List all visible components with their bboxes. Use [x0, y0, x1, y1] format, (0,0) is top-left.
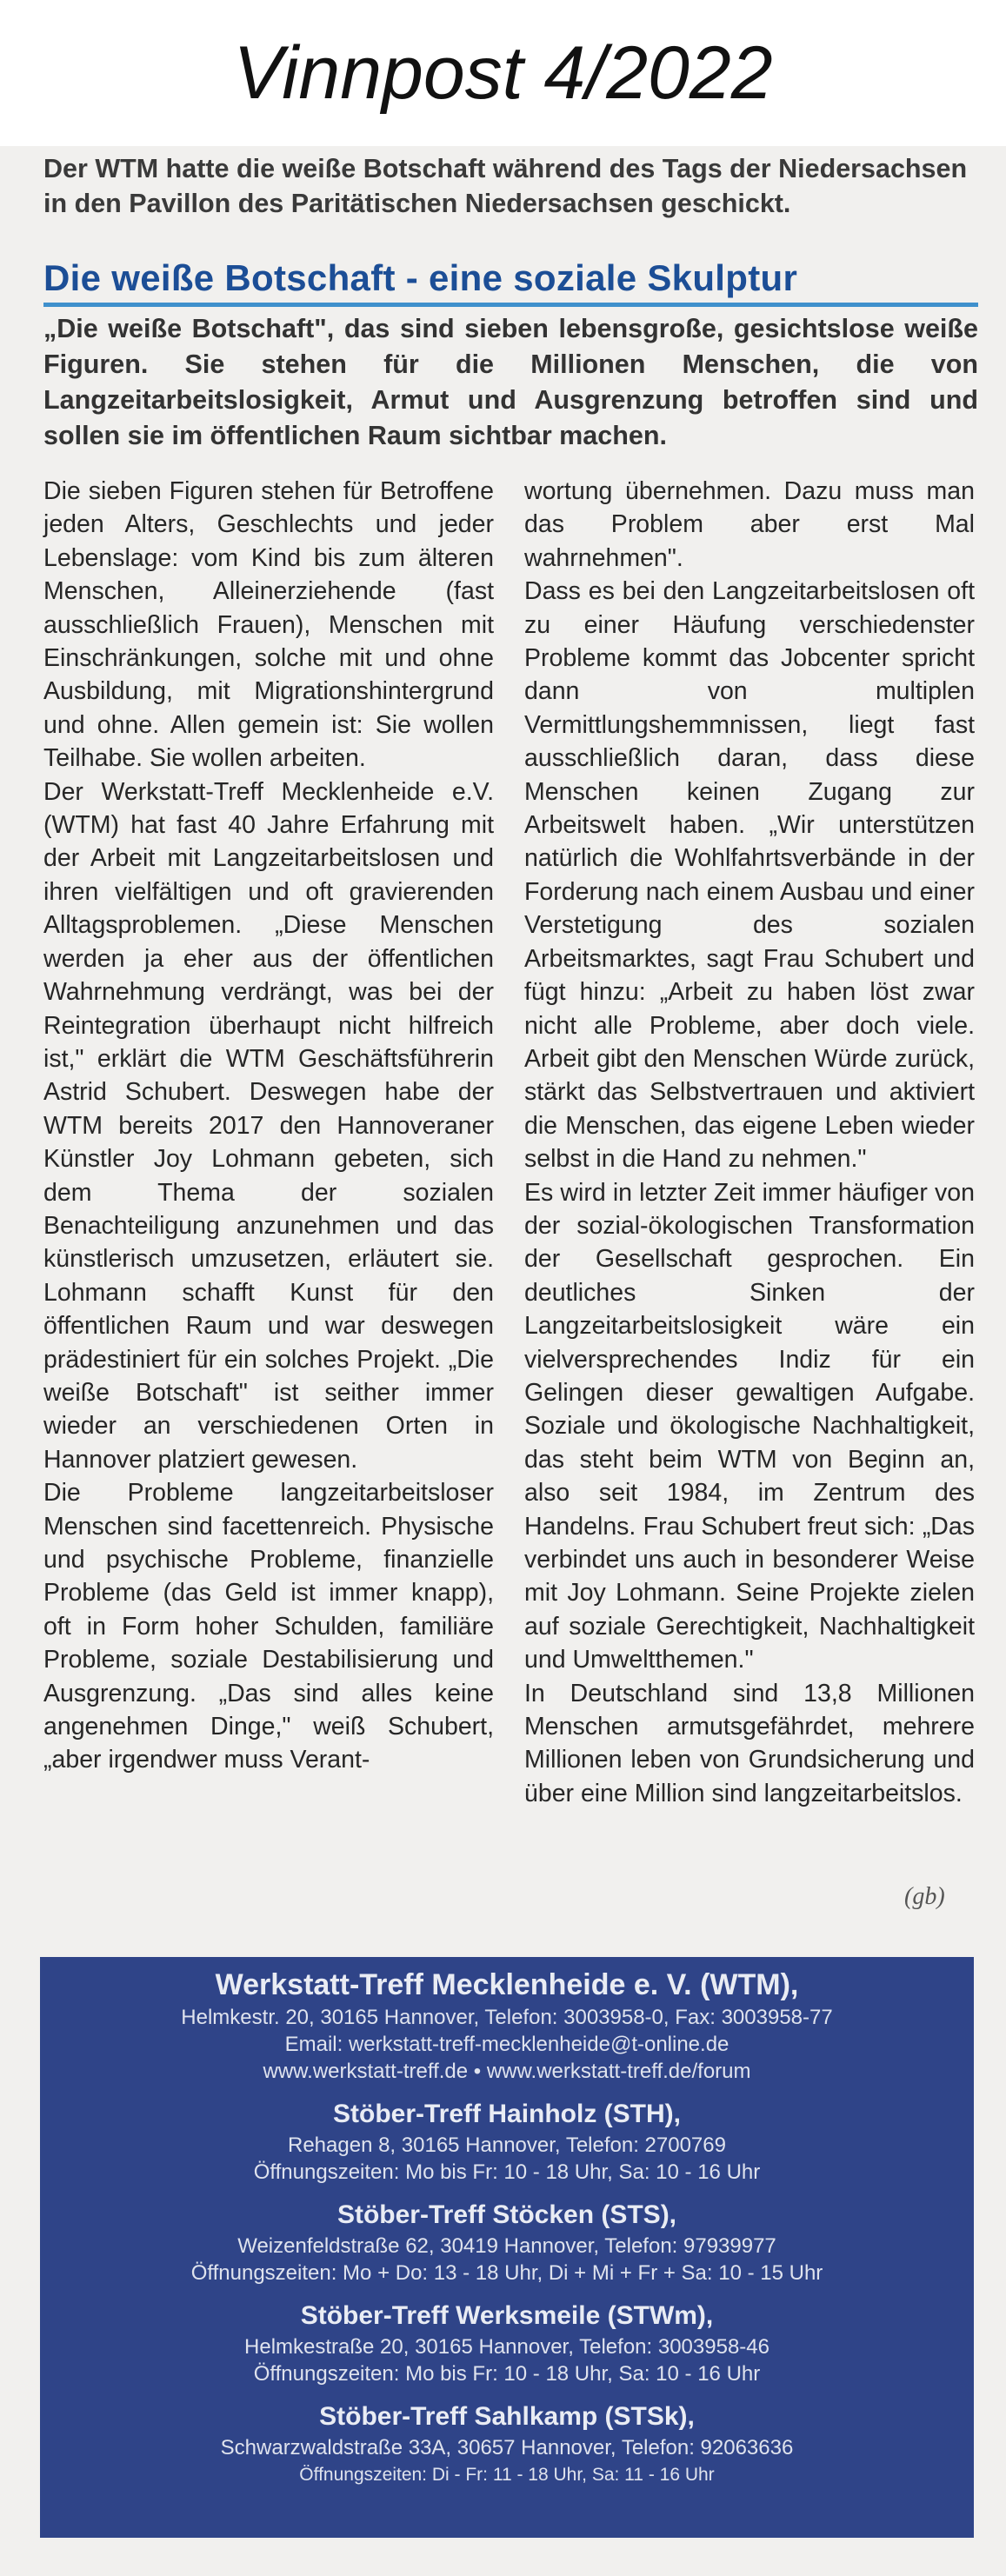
author-signature: (gb)	[904, 1883, 945, 1910]
org-name: Werkstatt-Treff Mecklenheide e. V. (WTM),	[215, 1968, 799, 2001]
branch-name: Stöber-Treff Stöcken (STS),	[336, 2200, 677, 2229]
branch-address: Rehagen 8, 30165 Hannover, Telefon: 2700769	[288, 2133, 726, 2157]
branch-hours: Öffnungszeiten: Mo + Do: 13 - 18 Uhr, Di + Mi + Fr + Sa: 10 - 15 Uhr	[190, 2261, 823, 2285]
branch-address: Helmkestraße 20, 30165 Hannover, Telefon: 3003958-46	[244, 2335, 769, 2359]
org-address: Helmkestr. 20, 30165 Hannover, Telefon: 3003958-0, Fax: 3003958-77	[181, 2006, 833, 2029]
contact-box	[40, 1957, 974, 2538]
article-headline: Die weiße Botschaft - eine soziale Skulptur	[43, 257, 798, 298]
article-clipping	[0, 146, 1006, 2576]
intro-text: Der WTM hatte die weiße Botschaft während des Tags der Niedersachsen in den Pavillon des Paritätischen Niedersachsen geschickt.	[43, 154, 968, 218]
article-paragraph: Der Werkstatt-Treff Mecklenheide e.V. (WTM) hat fast 40 Jahre Erfahrung mit der Arbeit mit Langzeitarbeitslosen und ihren vielfältigen und oft gravierenden Alltagsproblemen. „Diese Menschen werden ja eher aus der öffentlichen Wahrnehmung verdrängt, was bei der Reintegration überhaupt nicht hilfreich ist," erklärt die WTM Geschäftsführerin Astrid Schubert. Deswegen habe der WTM bereits 2017 den Hannoveraner Künstler Joy Lohmann gebeten, sich dem Thema der sozialen Benachteiligung anzunehmen und das künstlerisch umzusetzen, erläutert sie. Lohmann schafft Kunst für den öffentlichen Raum und war deswegen prädestiniert für ein solches Projekt. „Die weiße Botschaft" ist seither immer wieder an verschiedenen Orten in Hannover platziert gewesen.	[43, 777, 494, 1474]
masthead	[0, 0, 1006, 146]
branch-name: Stöber-Treff Hainholz (STH),	[333, 2100, 681, 2128]
article-paragraph: Die Probleme langzeitarbeitsloser Menschen sind facettenreich. Physische und psychische Probleme, finanzielle Probleme (das Geld ist immer knapp), oft in Form hoher Schulden, familiäre Probleme, soziale Destabilisierung und Ausgrenzung. „Das sind alles keine angenehmen Dinge," weiß Schubert, „aber irgendwer muss Verant-	[43, 1479, 494, 1774]
branch-name: Stöber-Treff Werksmeile (STWm),	[300, 2301, 714, 2330]
branch-hours: Öffnungszeiten: Di - Fr: 11 - 18 Uhr, Sa: 11 - 16 Uhr	[299, 2465, 715, 2485]
branch-address: Weizenfeldstraße 62, 30419 Hannover, Telefon: 97939977	[237, 2234, 776, 2258]
headline-underline	[43, 303, 978, 307]
article-paragraph: Die sieben Figuren stehen für Betroffene jeden Alters, Geschlechts und jeder Lebenslage: vom Kind bis zum älteren Menschen, Alleinerziehende (fast ausschließlich Frauen), Menschen mit Einschränkungen, solche mit und ohne Ausbildung, mit Migrationshintergrund und ohne. Allen gemein ist: Sie wollen Teilhabe. Sie wollen arbeiten.	[43, 477, 494, 773]
article-paragraph: Es wird in letzter Zeit immer häufiger von der sozial-ökologischen Transformation der Gesellschaft gesprochen. Ein deutliches Sinken der Langzeitarbeitslosigkeit wäre ein vielversprechendes Indiz für ein Gelingen dieser gewaltigen Aufgabe. Soziale und ökologische Nachhaltigkeit, das steht beim WTM von Beginn an, also seit 1984, im Zentrum des Handelns. Frau Schubert freut sich: „Das verbindet uns auch in besonderer Weise mit Joy Lohmann. Seine Projekte zielen auf soziale Gerechtigkeit, Nachhaltigkeit und Umweltthemen."	[524, 1178, 975, 1674]
article-paragraph: Dass es bei den Langzeitarbeitslosen oft zu einer Häufung verschiedenster Probleme kommt das Jobcenter spricht dann von multiplen Vermittlungshemmnissen, liegt fast ausschließlich daran, dass diese Menschen keinen Zugang zur Arbeitswelt haben. „Wir unterstützen natürlich die Wohlfahrtsverbände in der Forderung nach einem Ausbau und einer Verstetigung des sozialen Arbeitsmarktes, sagt Frau Schubert und fügt hinzu: „Arbeit zu haben löst zwar nicht alle Probleme, aber doch viele. Arbeit gibt den Menschen Würde zurück, stärkt das Selbstvertrauen und aktiviert die Menschen, das eigene Leben wieder selbst in die Hand zu nehmen."	[524, 577, 975, 1174]
article-paragraph: wortung übernehmen. Dazu muss man das Problem aber erst Mal wahrnehmen".	[524, 477, 975, 572]
article-column-right	[524, 475, 975, 1810]
branch-name: Stöber-Treff Sahlkamp (STSk),	[319, 2402, 695, 2431]
org-website: www.werkstatt-treff.de • www.werkstatt-treff.de/forum	[263, 2060, 751, 2083]
org-email: Email: werkstatt-treff-mecklenheide@t-online.de	[284, 2033, 730, 2056]
masthead-title: Vinnpost 4/2022	[233, 30, 773, 115]
branch-hours: Öffnungszeiten: Mo bis Fr: 10 - 18 Uhr, Sa: 10 - 16 Uhr	[253, 2362, 761, 2386]
article-paragraph: In Deutschland sind 13,8 Millionen Menschen armutsgefährdet, mehrere Millionen leben von Grundsicherung und über eine Million sind langzeitarbeitslos.	[524, 1679, 975, 1807]
next-article-strip	[0, 2554, 1006, 2576]
branch-address: Schwarzwaldstraße 33A, 30657 Hannover, Telefon: 92063636	[220, 2436, 794, 2460]
article-column-left	[43, 475, 494, 1777]
lead-paragraph: „Die weiße Botschaft", das sind sieben lebensgroße, gesichtslose weiße Figuren. Sie stehen für die Millionen Menschen, die von Langzeitarbeitslosigkeit, Armut und Ausgrenzung betroffen sind und sollen sie im öffentlichen Raum sichtbar machen.	[43, 314, 978, 450]
branch-hours: Öffnungszeiten: Mo bis Fr: 10 - 18 Uhr, Sa: 10 - 16 Uhr	[253, 2160, 761, 2184]
